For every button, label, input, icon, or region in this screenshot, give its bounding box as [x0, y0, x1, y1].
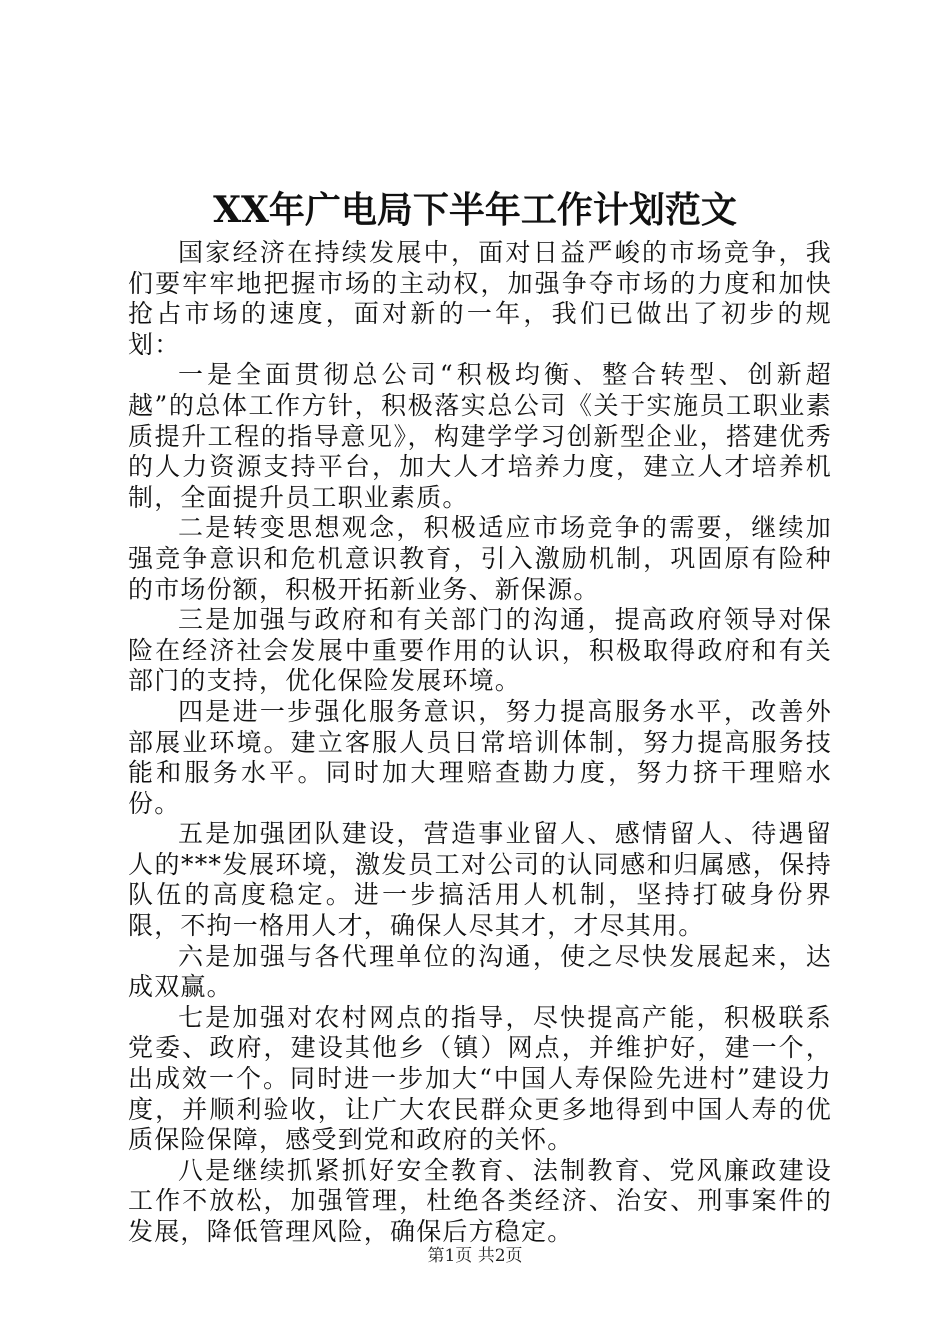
paragraph-item-1: 一是全面贯彻总公司“积极均衡、整合转型、创新超越”的总体工作方针，积极落实总公司《关于实施员工职业素质提升工程的指导意见》，构建学学习创新型企业，搭建优秀的人力资源支持平台，加大人才培养力度，建立人才培养机制，全面提升员工职业素质。 — [128, 360, 832, 512]
document-body — [128, 238, 832, 1248]
document-title: XX年广电局下半年工作计划范文 — [213, 189, 737, 231]
paragraph-item-5: 五是加强团队建设，营造事业留人、感情留人、待遇留人的***发展环境，激发员工对公司的认同感和归属感，保持队伍的高度稳定。进一步搞活用人机制，坚持打破身份界限，不拘一格用人才，确保人尽其才，才尽其用。 — [128, 819, 832, 941]
paragraph-item-8: 八是继续抓紧抓好安全教育、法制教育、党风廉政建设工作不放松，加强管理，杜绝各类经济、治安、刑事案件的发展，降低管理风险，确保后方稳定。 — [128, 1155, 832, 1246]
page-number-footer: 第1页 共2页 — [427, 1246, 523, 1266]
paragraph-item-6: 六是加强与各代理单位的沟通，使之尽快发展起来，达成双赢。 — [128, 941, 832, 1002]
paragraph-intro: 国家经济在持续发展中，面对日益严峻的市场竞争，我们要牢牢地把握市场的主动权，加强争夺市场的力度和加快抢占市场的速度，面对新的一年，我们已做出了初步的规划： — [128, 238, 832, 359]
paragraph-item-2: 二是转变思想观念，积极适应市场竞争的需要，继续加强竞争意识和危机意识教育，引入激励机制，巩固原有险种的市场份额，积极开拓新业务、新保源。 — [128, 513, 832, 604]
paragraph-item-3: 三是加强与政府和有关部门的沟通，提高政府领导对保险在经济社会发展中重要作用的认识，积极取得政府和有关部门的支持，优化保险发展环境。 — [128, 605, 832, 696]
paragraph-item-7: 七是加强对农村网点的指导，尽快提高产能，积极联系党委、政府，建设其他乡（镇）网点，并维护好，建一个，出成效一个。同时进一步加大“中国人寿保险先进村”建设力度，并顺利验收，让广大农民群众更多地得到中国人寿的优质保险保障，感受到党和政府的关怀。 — [128, 1002, 832, 1155]
paragraph-item-4: 四是进一步强化服务意识，努力提高服务水平，改善外部展业环境。建立客服人员日常培训体制，努力提高服务技能和服务水平。同时加大理赔查勘力度，努力挤干理赔水份。 — [128, 696, 832, 818]
